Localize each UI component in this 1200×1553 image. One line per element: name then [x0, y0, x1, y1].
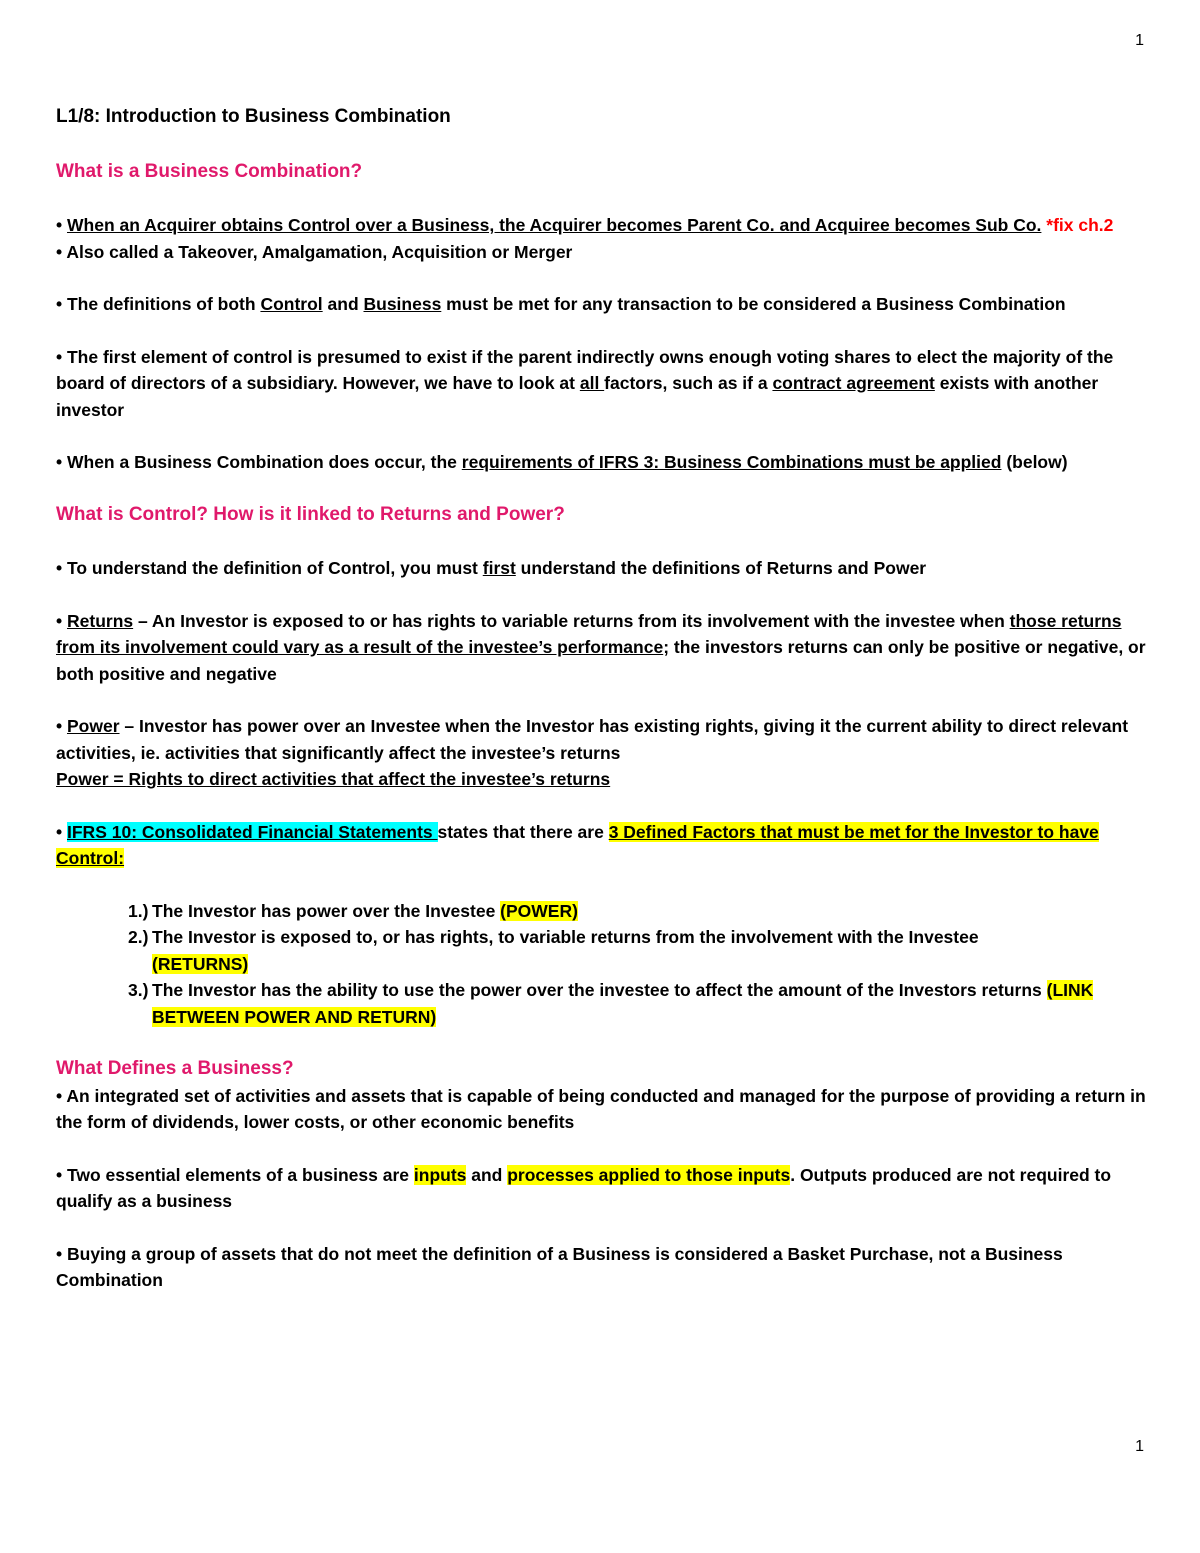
bullet-basket-purchase: • Buying a group of assets that do not meet the definition of a Business is considered a Basket Purchase, not a Business Combination — [56, 1243, 1063, 1290]
fix-note: *fix ch.2 — [1046, 215, 1114, 235]
text: and — [466, 1164, 508, 1185]
section-heading-control: What is Control? How is it linked to Returns and Power? — [56, 503, 565, 525]
list-item — [56, 924, 1148, 977]
bullet-ifrs3 — [56, 449, 1148, 476]
returns-vary-text: those returns from its involvement could vary as a result of the investee’s performance — [56, 610, 1122, 657]
ifrs3-requirement: requirements of IFRS 3: Business Combinations must be applied — [461, 452, 1002, 472]
list-item — [56, 898, 1148, 925]
bullet-integrated-set: • An integrated set of activities and assets that is capable of being conducted and managed for the purpose of providing a return in the form of dividends, lower costs, or other economic benefits — [56, 1085, 1146, 1132]
text: • The first element of control is presumed to exist if the parent indirectly owns enough voting shares to elect the majority of the board of directors of a subsidiary. However, we have to look at — [56, 346, 1114, 393]
text: exists with another investor — [56, 373, 1099, 420]
page-number-top: 1 — [1135, 32, 1144, 49]
factor-text: The Investor has the ability to use the power over the investee to affect the amount of the Investors returns — [152, 980, 1047, 1000]
bullet-definitions — [56, 291, 1148, 318]
bullet-acquirer-control — [56, 212, 1148, 239]
first-term: first — [482, 558, 516, 578]
text: giving it the current ability to direct relevant activities, ie. activities that significantly affect the investee’s returns — [56, 716, 1129, 763]
text: must be met for any transaction to be considered a Business Combination — [441, 294, 1066, 314]
bullet-mark: • — [56, 716, 67, 736]
factor-tag-highlight: (LINK BETWEEN POWER AND RETURN) — [152, 980, 1094, 1027]
factor-tag-highlight: (POWER) — [500, 900, 578, 921]
all-term: all — [579, 373, 605, 393]
bullet-mark: • — [56, 821, 67, 842]
bullet-mark: • — [56, 215, 63, 235]
factor-text: The Investor is exposed to, or has rights, to variable returns from the involvement with the Investee — [152, 927, 979, 947]
power-term: Power — [67, 716, 120, 736]
text: factors, such as if a — [604, 373, 773, 393]
returns-term: Returns — [67, 610, 134, 631]
text: ; the investors returns can only be positive or negative, or both positive and negative — [56, 637, 1146, 684]
text: and — [322, 294, 364, 314]
bullet-ifrs10 — [56, 819, 1148, 872]
factor-text: The Investor has power over the Investee — [152, 900, 501, 921]
text: – Investor has power over an Investee when the Investor has existing rights — [119, 716, 754, 736]
text: understand the definitions of Returns and Power — [515, 558, 927, 578]
acquirer-definition-text: When an Acquirer obtains Control over a Business, the Acquirer becomes Parent Co. and Acquiree becomes Sub Co. — [67, 215, 1042, 235]
bullet-mark: • — [56, 610, 67, 631]
bullet-understand-control — [56, 555, 1148, 582]
page-number-bottom: 1 — [1135, 1438, 1144, 1455]
processes-highlight: processes applied to those inputs — [507, 1164, 791, 1185]
section-heading-business-combination: What is a Business Combination? — [56, 160, 363, 182]
document-body — [56, 104, 1148, 1320]
business-term: Business — [363, 294, 442, 314]
document-title: L1/8: Introduction to Business Combination — [56, 106, 451, 127]
ifrs10-highlight: IFRS 10: Consolidated Financial Statements — [67, 821, 438, 842]
text: • To understand the definition of Control, you must — [56, 558, 483, 578]
three-factors-highlight: 3 Defined Factors that must be met for the Investor to have Control: — [56, 821, 1099, 868]
text: (below) — [1001, 452, 1068, 472]
text: • The definitions of both — [56, 294, 261, 314]
bullet-essential-elements — [56, 1162, 1148, 1215]
list-item — [56, 977, 1148, 1030]
section-heading-business: What Defines a Business? — [56, 1058, 294, 1079]
power-equation: Power = Rights to direct activities that affect the investee’s returns — [56, 769, 611, 789]
comma: , — [753, 716, 759, 736]
bullet-also-called: • Also called a Takeover, Amalgamation, Acquisition or Merger — [56, 241, 573, 262]
list-number: 1.) — [128, 900, 149, 921]
text: states that there are — [437, 821, 609, 842]
factor-tag-highlight: (RETURNS) — [152, 953, 249, 974]
bullet-first-element — [56, 344, 1148, 424]
contract-agreement-term: contract agreement — [772, 373, 935, 393]
text: . Outputs produced are not required to qualify as a business — [56, 1164, 1112, 1211]
control-factors-list — [56, 898, 1148, 1031]
list-number: 2.) — [128, 927, 149, 947]
text: • Two essential elements of a business are — [56, 1164, 414, 1185]
bullet-returns — [56, 608, 1148, 688]
control-term: Control — [260, 294, 323, 314]
text: – An Investor is exposed to or has rights to variable returns from its involvement with the investee when — [133, 610, 1010, 631]
text: • When a Business Combination does occur, the — [56, 452, 462, 472]
bullet-power — [56, 713, 1148, 793]
inputs-highlight: inputs — [413, 1164, 467, 1185]
list-number: 3.) — [128, 980, 149, 1000]
